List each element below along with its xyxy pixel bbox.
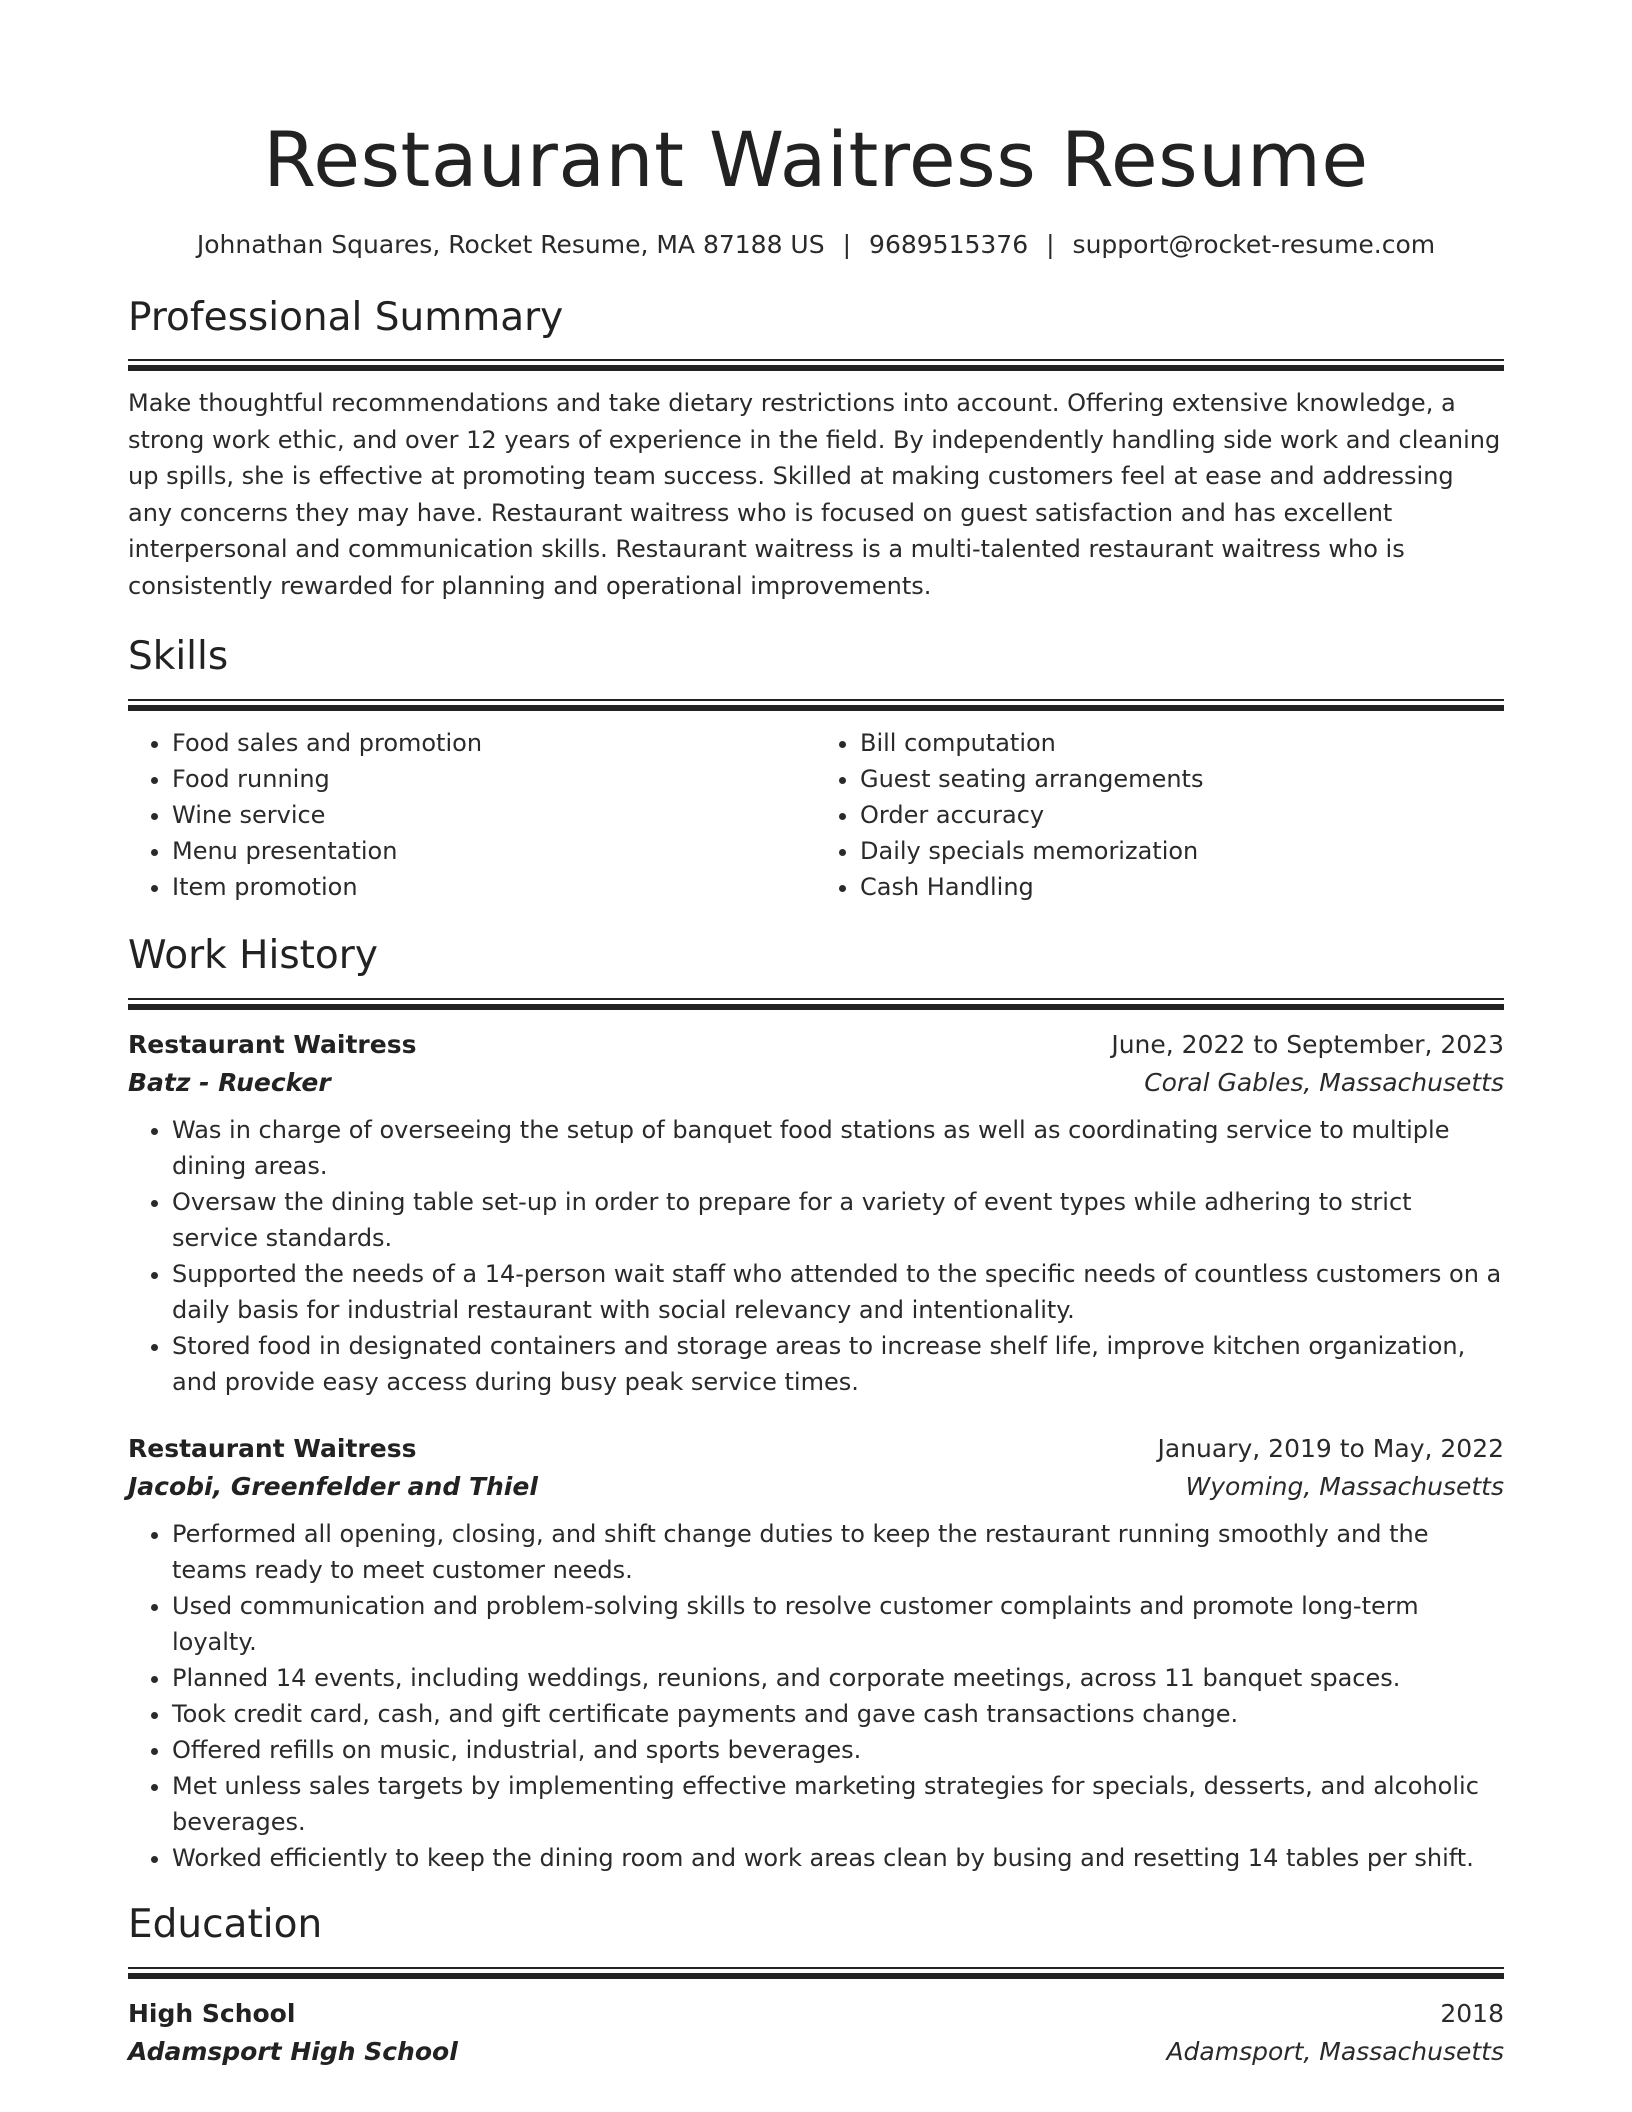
skill-item: • Order accuracy bbox=[860, 797, 1504, 833]
job-bullet: • Worked efficiently to keep the dining room and work areas clean by busing and resetting 14 tables per shift. bbox=[172, 1840, 1504, 1876]
contact-line bbox=[128, 230, 1504, 259]
job-bullet: • Stored food in designated containers and storage areas to increase shelf life, improve kitchen organization, and provide easy access during busy peak service times. bbox=[172, 1328, 1504, 1400]
education-section bbox=[128, 1902, 1504, 2071]
skill-item: • Bill computation bbox=[860, 725, 1504, 761]
job-bullets bbox=[128, 1516, 1504, 1876]
job-bullet: • Took credit card, cash, and gift certificate payments and gave cash transactions change. bbox=[172, 1696, 1504, 1732]
job-location: Wyoming, Massachusetts bbox=[1185, 1471, 1504, 1501]
education-entry bbox=[128, 1995, 1504, 2071]
skills-grid bbox=[128, 725, 1504, 905]
job-bullets bbox=[128, 1112, 1504, 1400]
contact-separator: | bbox=[842, 229, 852, 259]
summary-heading: Professional Summary bbox=[128, 294, 564, 340]
job-bullet: • Was in charge of overseeing the setup of banquet food stations as well as coordinating service to multiple dining areas. bbox=[172, 1112, 1504, 1184]
work-history-section bbox=[128, 933, 1504, 1876]
work-history-heading: Work History bbox=[128, 933, 378, 979]
job-org-row bbox=[128, 1468, 1504, 1506]
skill-item: • Wine service bbox=[172, 797, 816, 833]
education-heading: Education bbox=[128, 1901, 323, 1947]
job-dates: January, 2019 to May, 2022 bbox=[1157, 1433, 1504, 1463]
job-location: Coral Gables, Massachusetts bbox=[1144, 1067, 1504, 1097]
job-title: Restaurant Waitress bbox=[128, 1029, 417, 1059]
job-bullet: • Performed all opening, closing, and shift change duties to keep the restaurant running smoothly and the teams ready to meet customer needs. bbox=[172, 1516, 1504, 1588]
education-header-row bbox=[128, 1995, 1504, 2033]
skill-item: • Food running bbox=[172, 761, 816, 797]
job-bullet: • Planned 14 events, including weddings, reunions, and corporate meetings, across 11 banquet spaces. bbox=[172, 1660, 1504, 1696]
education-degree: High School bbox=[128, 1998, 296, 2028]
summary-text: Make thoughtful recommendations and take dietary restrictions into account. Offering extensive knowledge, a strong work ethic, and over 12 years of experience in the field. By independently handling side work and cleaning up spills, she is effective at promoting team success. Skilled at making customers feel at ease and addressing any concerns they may have. Restaurant waitress who is focused on guest satisfaction and has excellent interpersonal and communication skills. Restaurant waitress is a multi-talented restaurant waitress who is consistently rewarded for planning and operational improvements. bbox=[128, 389, 1501, 600]
contact-phone: 9689515376 bbox=[869, 229, 1029, 259]
job-bullet: • Supported the needs of a 14-person wait staff who attended to the specific needs of countless customers on a daily basis for industrial restaurant with social relevancy and intentionality. bbox=[172, 1256, 1504, 1328]
skills-list-left bbox=[128, 725, 816, 905]
contact-email: support@rocket-resume.com bbox=[1072, 229, 1436, 259]
job-header-row bbox=[128, 1430, 1504, 1468]
education-school-row bbox=[128, 2033, 1504, 2071]
job-title: Restaurant Waitress bbox=[128, 1433, 417, 1463]
skill-item: • Item promotion bbox=[172, 869, 816, 905]
section-divider bbox=[128, 1967, 1504, 1979]
job-org-row bbox=[128, 1064, 1504, 1102]
section-divider bbox=[128, 699, 1504, 711]
section-divider bbox=[128, 998, 1504, 1010]
skill-item: • Menu presentation bbox=[172, 833, 816, 869]
section-divider bbox=[128, 359, 1504, 371]
job-bullet: • Met unless sales targets by implementing effective marketing strategies for specials, desserts, and alcoholic beverages. bbox=[172, 1768, 1504, 1840]
job-company: Jacobi, Greenfelder and Thiel bbox=[128, 1471, 538, 1501]
skills-heading: Skills bbox=[128, 634, 229, 680]
job-header-row bbox=[128, 1026, 1504, 1064]
contact-separator: | bbox=[1046, 229, 1055, 259]
education-year: 2018 bbox=[1440, 1998, 1504, 2028]
skills-section bbox=[128, 634, 1504, 905]
job-bullet: • Oversaw the dining table set-up in order to prepare for a variety of event types while adhering to strict service standards. bbox=[172, 1184, 1504, 1256]
job-company: Batz - Ruecker bbox=[128, 1067, 331, 1097]
job-entry bbox=[128, 1026, 1504, 1400]
skill-item: • Guest seating arrangements bbox=[860, 761, 1504, 797]
skill-item: • Cash Handling bbox=[860, 869, 1504, 905]
skill-item: • Daily specials memorization bbox=[860, 833, 1504, 869]
job-bullet: • Offered refills on music, industrial, and sports beverages. bbox=[172, 1732, 1504, 1768]
resume-title: Restaurant Waitress Resume bbox=[263, 115, 1369, 204]
job-bullet: • Used communication and problem-solving skills to resolve customer complaints and promote long-term loyalty. bbox=[172, 1588, 1504, 1660]
skill-item: • Food sales and promotion bbox=[172, 725, 816, 761]
contact-address: Johnathan Squares, Rocket Resume, MA 87188 US bbox=[196, 229, 825, 259]
education-location: Adamsport, Massachusetts bbox=[1166, 2036, 1504, 2066]
skills-list-right bbox=[816, 725, 1504, 905]
education-school: Adamsport High School bbox=[128, 2036, 458, 2066]
job-entry bbox=[128, 1430, 1504, 1876]
job-dates: June, 2022 to September, 2023 bbox=[1111, 1029, 1504, 1059]
summary-section bbox=[128, 295, 1504, 605]
